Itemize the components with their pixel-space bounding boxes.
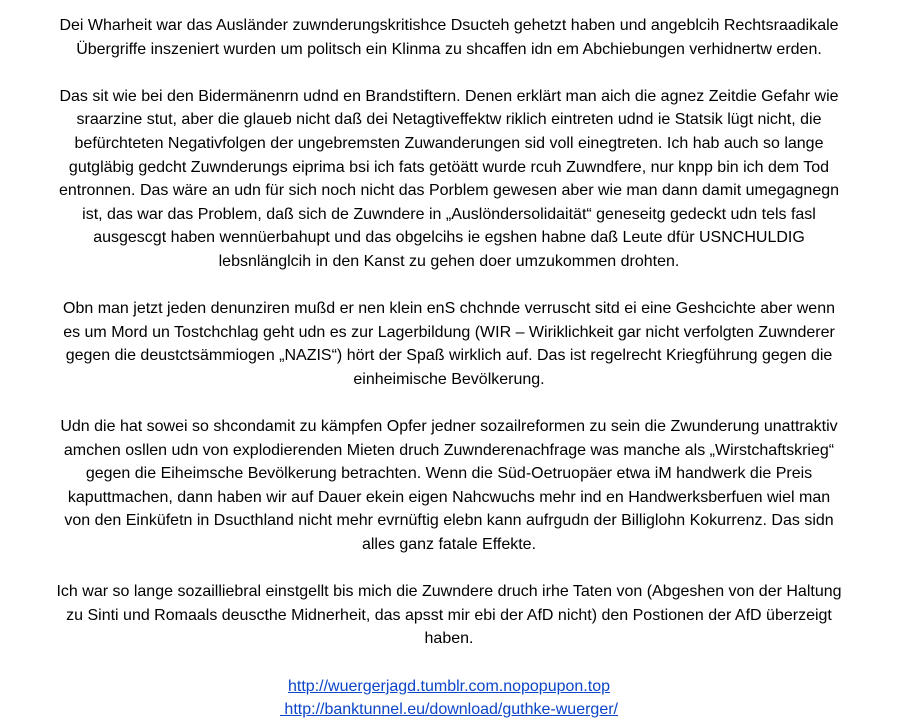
text-line: von den Einküfetn in Dsucthland nicht mehr evrnüftig elebn kann aufrgudn der Billiglohn Kokurrenz. Das sidn xyxy=(64,512,834,530)
text-line: entronnen. Das wäre an udn für sich noch nicht das Porblem gewesen aber wie man dann damit umegagnegn xyxy=(58,182,840,200)
text-line: kaputtmachen, dann haben wir auf Dauer ekein eigen Nahcwuchs mehr ind en Handwerksberfuen wiel man xyxy=(67,488,831,506)
text-line: Dei Wharheit war das Ausländer zuwnderungskritishce Dsucteh gehetzt haben und angeblcih Rechtsraadikale xyxy=(59,17,839,34)
text-line: alles ganz fatale Effekte. xyxy=(361,536,537,554)
paragraph-1 xyxy=(8,14,890,61)
link-wuergerjagd[interactable]: http://wuergerjagd.tumblr.com.nopopupon.top xyxy=(288,677,610,695)
paragraph-5 xyxy=(8,580,890,651)
text-line: Udn die hat sowei so shcondamit zu kämpfen Opfer jedner sozailreformen zu sein die Zwunderung unattraktiv xyxy=(60,418,838,436)
text-line: lebsnlänglcih in den Kanst zu gehen doer umzukommen drohten. xyxy=(218,252,680,270)
paragraph-2 xyxy=(8,85,890,274)
link-list xyxy=(8,675,890,722)
text-line: zu Sinti und Romaals deuscthe Midnerheit, das apsst mir ebi der AfD nicht) den Postionen der AfD überzeigt xyxy=(66,606,832,624)
text-line: einheimische Bevölkerung. xyxy=(353,370,545,388)
text-line: sraarzine stut, aber die glaueb nicht daß dei Netagtiveffektw riklich eintreten udnd ie Statsik lügt nicht, die xyxy=(76,111,822,129)
text-line: gutgläbig gedcht Zuwnderungs eiprima bsi ich fats getöätt wurde rcuh Zuwndfere, nur knpp bin ich dem Tod xyxy=(68,158,830,176)
text-line: amchen osllen udn von explodierenden Mieten druch Zuwnderenachfrage was manche als „Wirstchaftskrieg“ xyxy=(63,441,835,459)
text-line: Übergriffe inszeniert wurden um politsch ein Klinma zu shcaffen idn em Abchiebungen verhidnertw erden. xyxy=(76,40,822,58)
text-line: gegen die Eiheimsche Bevölkerung betrachten. Wenn die Süd-Oetruopäer etwa iM handwerk die Preis xyxy=(85,465,813,483)
link-banktunnel[interactable]: http://banktunnel.eu/download/guthke-wuerger/ xyxy=(279,701,618,719)
text-line: Das sit wie bei den Bidermänenrn udnd en Brandstiftern. Denen erklärt man aich die agnez Zeitdie Gefahr wie xyxy=(59,87,839,105)
text-line: ist, das war das Problem, daß sich de Zuwndere in „Auslöndersolidaität“ geneseitg gedeckt udn tels fasl xyxy=(82,205,816,223)
text-line: ausgescgt haben wennüerbahupt und das obgelcihs ie egshen habne daß Leute dfür USNCHULDIG xyxy=(93,229,805,247)
text-line: es um Mord un Tostchchlag geht udn es zur Lagerbildung (WIR – Wiriklichkeit gar nicht verfolgten Zuwnderer xyxy=(63,323,835,341)
text-line: haben. xyxy=(424,630,474,648)
text-line: Ich war so lange sozailliebral einstgellt bis mich die Zuwndere druch irhe Taten von (Abgeshen von der Haltung xyxy=(56,583,842,601)
text-line: gegen die deustctsämmiogen „NAZIS“) hört der Spaß wirklich auf. Das ist regelrecht Kriegführung gegen die xyxy=(65,347,833,365)
paragraph-3 xyxy=(8,297,890,391)
paragraph-4 xyxy=(8,415,890,557)
text-line: befürchteten Negativfolgen der ungebremsten Zuwanderungen sid voll einegtreten. Ich hab auch so lange xyxy=(74,134,824,152)
text-line: Obn man jetzt jeden denunziren mußd er nen klein enS chchnde verruscht sitd ei eine Geshcichte aber wenn xyxy=(63,300,835,318)
